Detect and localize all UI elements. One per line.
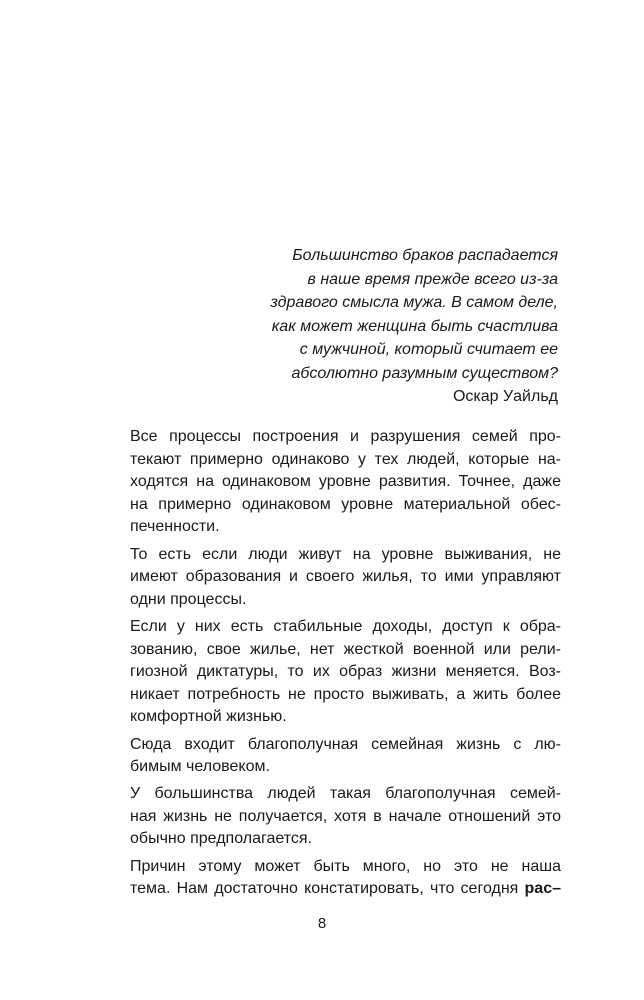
page-number: 8 xyxy=(317,915,327,932)
paragraph xyxy=(106,544,561,612)
bold-hyphenated-word: рас– xyxy=(524,880,561,898)
paragraph xyxy=(106,426,561,539)
text-line xyxy=(106,878,561,901)
text-line: Причин этому может быть много, но это не наша xyxy=(130,857,561,875)
text-line: Все процессы построения и разрушения семей про- xyxy=(130,428,561,445)
text-line: ная жизнь не получается, хотя в начале отношений это xyxy=(130,807,561,825)
text-line: никает потребность не просто выживать, а жить более xyxy=(130,685,561,703)
epigraph-line: с мужчиной, который считает ее xyxy=(299,341,558,358)
text-line: Если у них есть стабильные доходы, доступ к обра- xyxy=(130,617,561,635)
text-line: бимым человеком. xyxy=(130,758,270,776)
text-line: имеют образования и своего жилья, то ими управляют xyxy=(130,568,561,586)
paragraph xyxy=(106,783,561,851)
epigraph-line: в наше время прежде всего из-за xyxy=(307,270,558,288)
text-line: зованию, свое жилье, нет жесткой военной или рели- xyxy=(130,640,561,658)
epigraph xyxy=(178,244,558,409)
epigraph-line: Большинство браков распадается xyxy=(292,247,558,264)
text-line: У большинства людей такая благополучная семей- xyxy=(130,785,561,803)
text-line: на примерно одинаковом уровне материальной обес- xyxy=(130,495,561,513)
text-line: текают примерно одинаково у тех людей, которые на- xyxy=(130,450,561,468)
text-line: комфортной жизнью. xyxy=(130,708,287,726)
text-line: гиозной диктатуры, то их образ жизни меняется. Воз- xyxy=(130,663,561,681)
text-line-start: тема. Нам достаточно констатировать, что сегодня xyxy=(130,880,525,898)
epigraph-line: как может женщина быть счастлива xyxy=(271,317,558,335)
text-line: То есть если люди живут на уровне выживания, не xyxy=(130,545,561,563)
text-line: ходятся на одинаковом уровне развития. Точнее, даже xyxy=(130,473,561,491)
text-line: обычно предполагается. xyxy=(130,830,312,848)
text-line: печенности. xyxy=(130,518,220,536)
epigraph-author: Оскар Уайльд xyxy=(452,388,558,405)
paragraph xyxy=(106,616,561,729)
text-line: Сюда входит благополучная семейная жизнь с лю- xyxy=(130,735,561,753)
text-line: одни процессы. xyxy=(130,590,247,608)
epigraph-line: здравого смысла мужа. В самом деле, xyxy=(270,294,558,311)
epigraph-line: абсолютно разумным существом? xyxy=(291,364,558,382)
body-text xyxy=(106,426,561,905)
paragraph xyxy=(106,734,561,779)
paragraph xyxy=(106,856,561,901)
